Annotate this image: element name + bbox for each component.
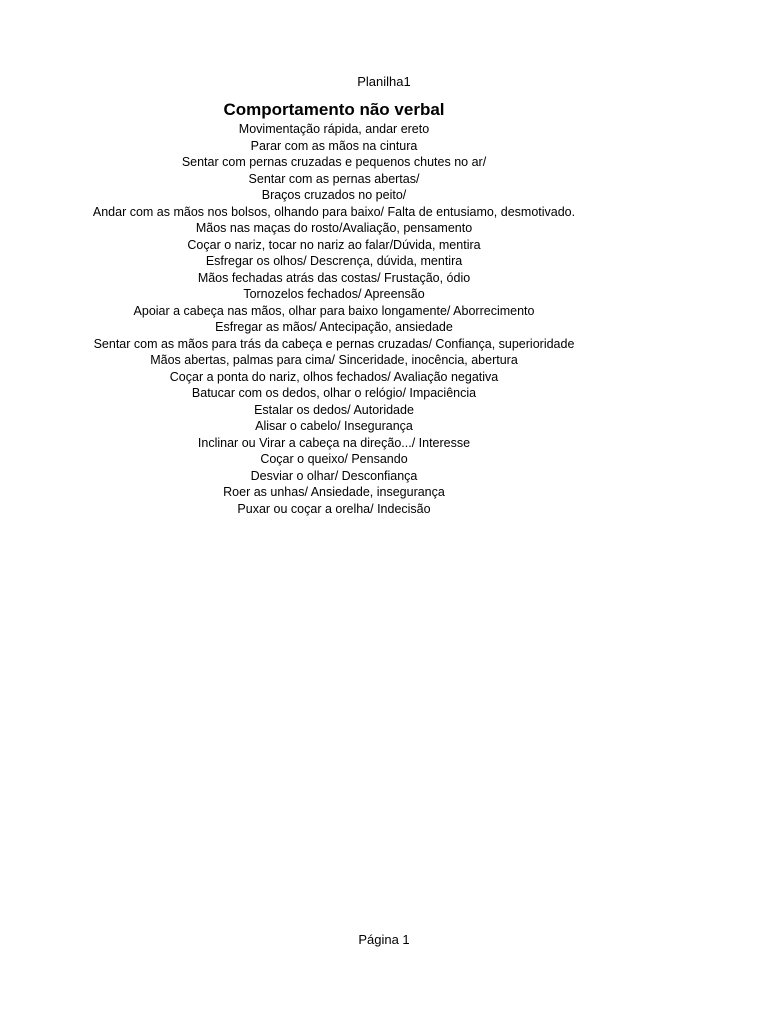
list-item: Inclinar ou Virar a cabeça na direção.../ Interesse [197,435,471,450]
list-item: Mãos abertas, palmas para cima/ Sinceridade, inocência, abertura [150,353,518,367]
list-item: Coçar o nariz, tocar no nariz ao falar/Dúvida, mentira [187,237,481,252]
list-item: Esfregar os olhos/ Descrença, dúvida, mentira [205,254,463,268]
list-item: Coçar a ponta do nariz, olhos fechados/ Avaliação negativa [169,369,499,384]
list-item: Braços cruzados no peito/ [261,188,407,202]
document-title: Comportamento não verbal [223,100,445,119]
list-item: Batucar com os dedos, olhar o relógio/ Impaciência [191,386,477,400]
list-item: Sentar com pernas cruzadas e pequenos chutes no ar/ [181,155,487,169]
list-item: Tornozelos fechados/ Apreensão [243,287,425,301]
list-item: Alisar o cabelo/ Insegurança [255,419,413,433]
list-item: Coçar o queixo/ Pensando [260,452,408,466]
sheet-name-header: Planilha1 [357,74,411,89]
list-item: Roer as unhas/ Ansiedade, insegurança [223,485,445,499]
list-item: Movimentação rápida, andar ereto [238,122,430,136]
list-item: Sentar com as pernas abertas/ [248,171,420,186]
behavior-list [0,121,668,517]
list-item: Desviar o olhar/ Desconfiança [250,468,418,483]
list-item: Estalar os dedos/ Autoridade [254,402,414,417]
list-item: Mãos fechadas atrás das costas/ Frustação, ódio [197,270,471,285]
list-item: Andar com as mãos nos bolsos, olhando para baixo/ Falta de entusiamo, desmotivado. [92,204,576,219]
list-item: Mãos nas maças do rosto/Avaliação, pensamento [195,221,473,235]
list-item: Parar com as mãos na cintura [250,138,418,153]
list-item: Puxar ou coçar a orelha/ Indecisão [237,501,431,516]
list-item: Sentar com as mãos para trás da cabeça e pernas cruzadas/ Confiança, superioridade [93,336,575,351]
list-item: Esfregar as mãos/ Antecipação, ansiedade [215,320,453,334]
list-item: Apoiar a cabeça nas mãos, olhar para baixo longamente/ Aborrecimento [133,303,535,318]
page-number-footer: Página 1 [358,932,410,947]
